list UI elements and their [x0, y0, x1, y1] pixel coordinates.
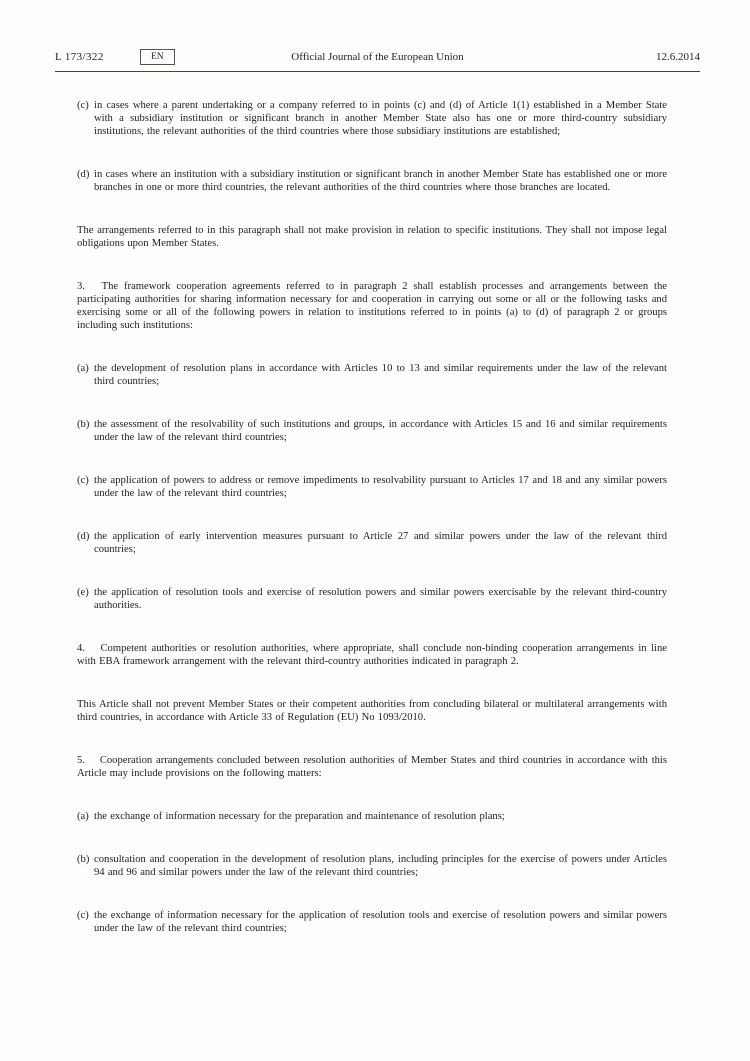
item-text: Cooperation arrangements concluded between resolution authorities of Member States and third countries in accordance with this Article may include provisions on the following matters: [77, 755, 667, 779]
page-header [55, 49, 700, 67]
page-reference: L 173/322 [55, 51, 104, 63]
paragraph [77, 698, 667, 724]
item-label: (c) [77, 475, 89, 486]
item-text: the application of resolution tools and exercise of resolution powers and similar powers exercisable by the relevant third-country authorities. [94, 587, 667, 611]
item-text: the development of resolution plans in accordance with Articles 10 to 13 and similar requirements under the law of the relevant third countries; [94, 363, 667, 387]
numbered-paragraph [77, 280, 667, 332]
list-item [77, 586, 667, 612]
item-label: (c) [77, 100, 89, 111]
item-label: 5. [77, 755, 85, 766]
item-text: in cases where an institution with a subsidiary institution or significant branch in another Member State has established one or more branches in one or more third countries, the relevant authorities of the third countries where those branches are located. [94, 169, 667, 193]
item-label: (b) [77, 854, 90, 865]
item-label: (c) [77, 910, 89, 921]
item-text: The arrangements referred to in this paragraph shall not make provision in relation to specific institutions. They shall not impose legal obligations upon Member States. [77, 225, 667, 249]
item-label: (a) [77, 811, 89, 822]
item-text: the assessment of the resolvability of such institutions and groups, in accordance with Articles 15 and 16 and similar requirements under the law of the relevant third countries; [94, 419, 667, 443]
item-label: 3. [77, 281, 85, 292]
document-body [77, 99, 667, 965]
list-item [77, 418, 667, 444]
list-item [77, 362, 667, 388]
item-text: the application of powers to address or remove impediments to resolvability pursuant to Articles 17 and 18 and any similar powers under the law of the relevant third countries; [94, 475, 667, 499]
item-text: the application of early intervention measures pursuant to Article 27 and similar powers under the law of the relevant third countries; [94, 531, 667, 555]
item-text: This Article shall not prevent Member States or their competent authorities from concluding bilateral or multilateral arrangements with third countries, in accordance with Article 33 of Regulation (EU) No 1093/2010. [77, 699, 667, 723]
header-rule [55, 71, 700, 72]
item-label: 4. [77, 643, 85, 654]
list-item [77, 99, 667, 138]
item-label: (d) [77, 531, 90, 542]
paragraph [77, 224, 667, 250]
list-item [77, 853, 667, 879]
item-text: the exchange of information necessary for the application of resolution tools and exercise of resolution powers and similar powers under the law of the relevant third countries; [94, 910, 667, 934]
item-text: The framework cooperation agreements referred to in paragraph 2 shall establish processes and arrangements between the participating authorities for sharing information necessary for and cooperation in carrying out some or all or the following tasks and exercising some or all of the following powers in relation to institutions referred to in points (a) to (d) of paragraph 2 or groups including such institutions: [77, 281, 667, 331]
list-item [77, 168, 667, 194]
language-badge: EN [140, 49, 175, 65]
item-text: in cases where a parent undertaking or a company referred to in points (c) and (d) of Article 1(1) established in a Member State with a subsidiary institution or significant branch in another Member State also has one or more third-country subsidiary institutions, the relevant authorities of the third countries where those subsidiary institutions are established; [94, 100, 667, 137]
item-label: (e) [77, 587, 89, 598]
list-item [77, 909, 667, 935]
item-label: (b) [77, 419, 90, 430]
item-label: (a) [77, 363, 89, 374]
list-item [77, 474, 667, 500]
list-item [77, 810, 667, 823]
list-item [77, 530, 667, 556]
item-text: Competent authorities or resolution authorities, where appropriate, shall conclude non-binding cooperation arrangements in line with EBA framework arrangement with the relevant third-country authorities indicated in paragraph 2. [77, 643, 667, 667]
journal-title: Official Journal of the European Union [291, 51, 464, 63]
item-text: consultation and cooperation in the development of resolution plans, including principles for the exercise of powers under Articles 94 and 96 and similar powers under the law of the relevant third countries; [94, 854, 667, 878]
item-label: (d) [77, 169, 90, 180]
numbered-paragraph [77, 754, 667, 780]
numbered-paragraph [77, 642, 667, 668]
issue-date: 12.6.2014 [656, 51, 700, 63]
item-text: the exchange of information necessary for the preparation and maintenance of resolution plans; [94, 811, 505, 822]
